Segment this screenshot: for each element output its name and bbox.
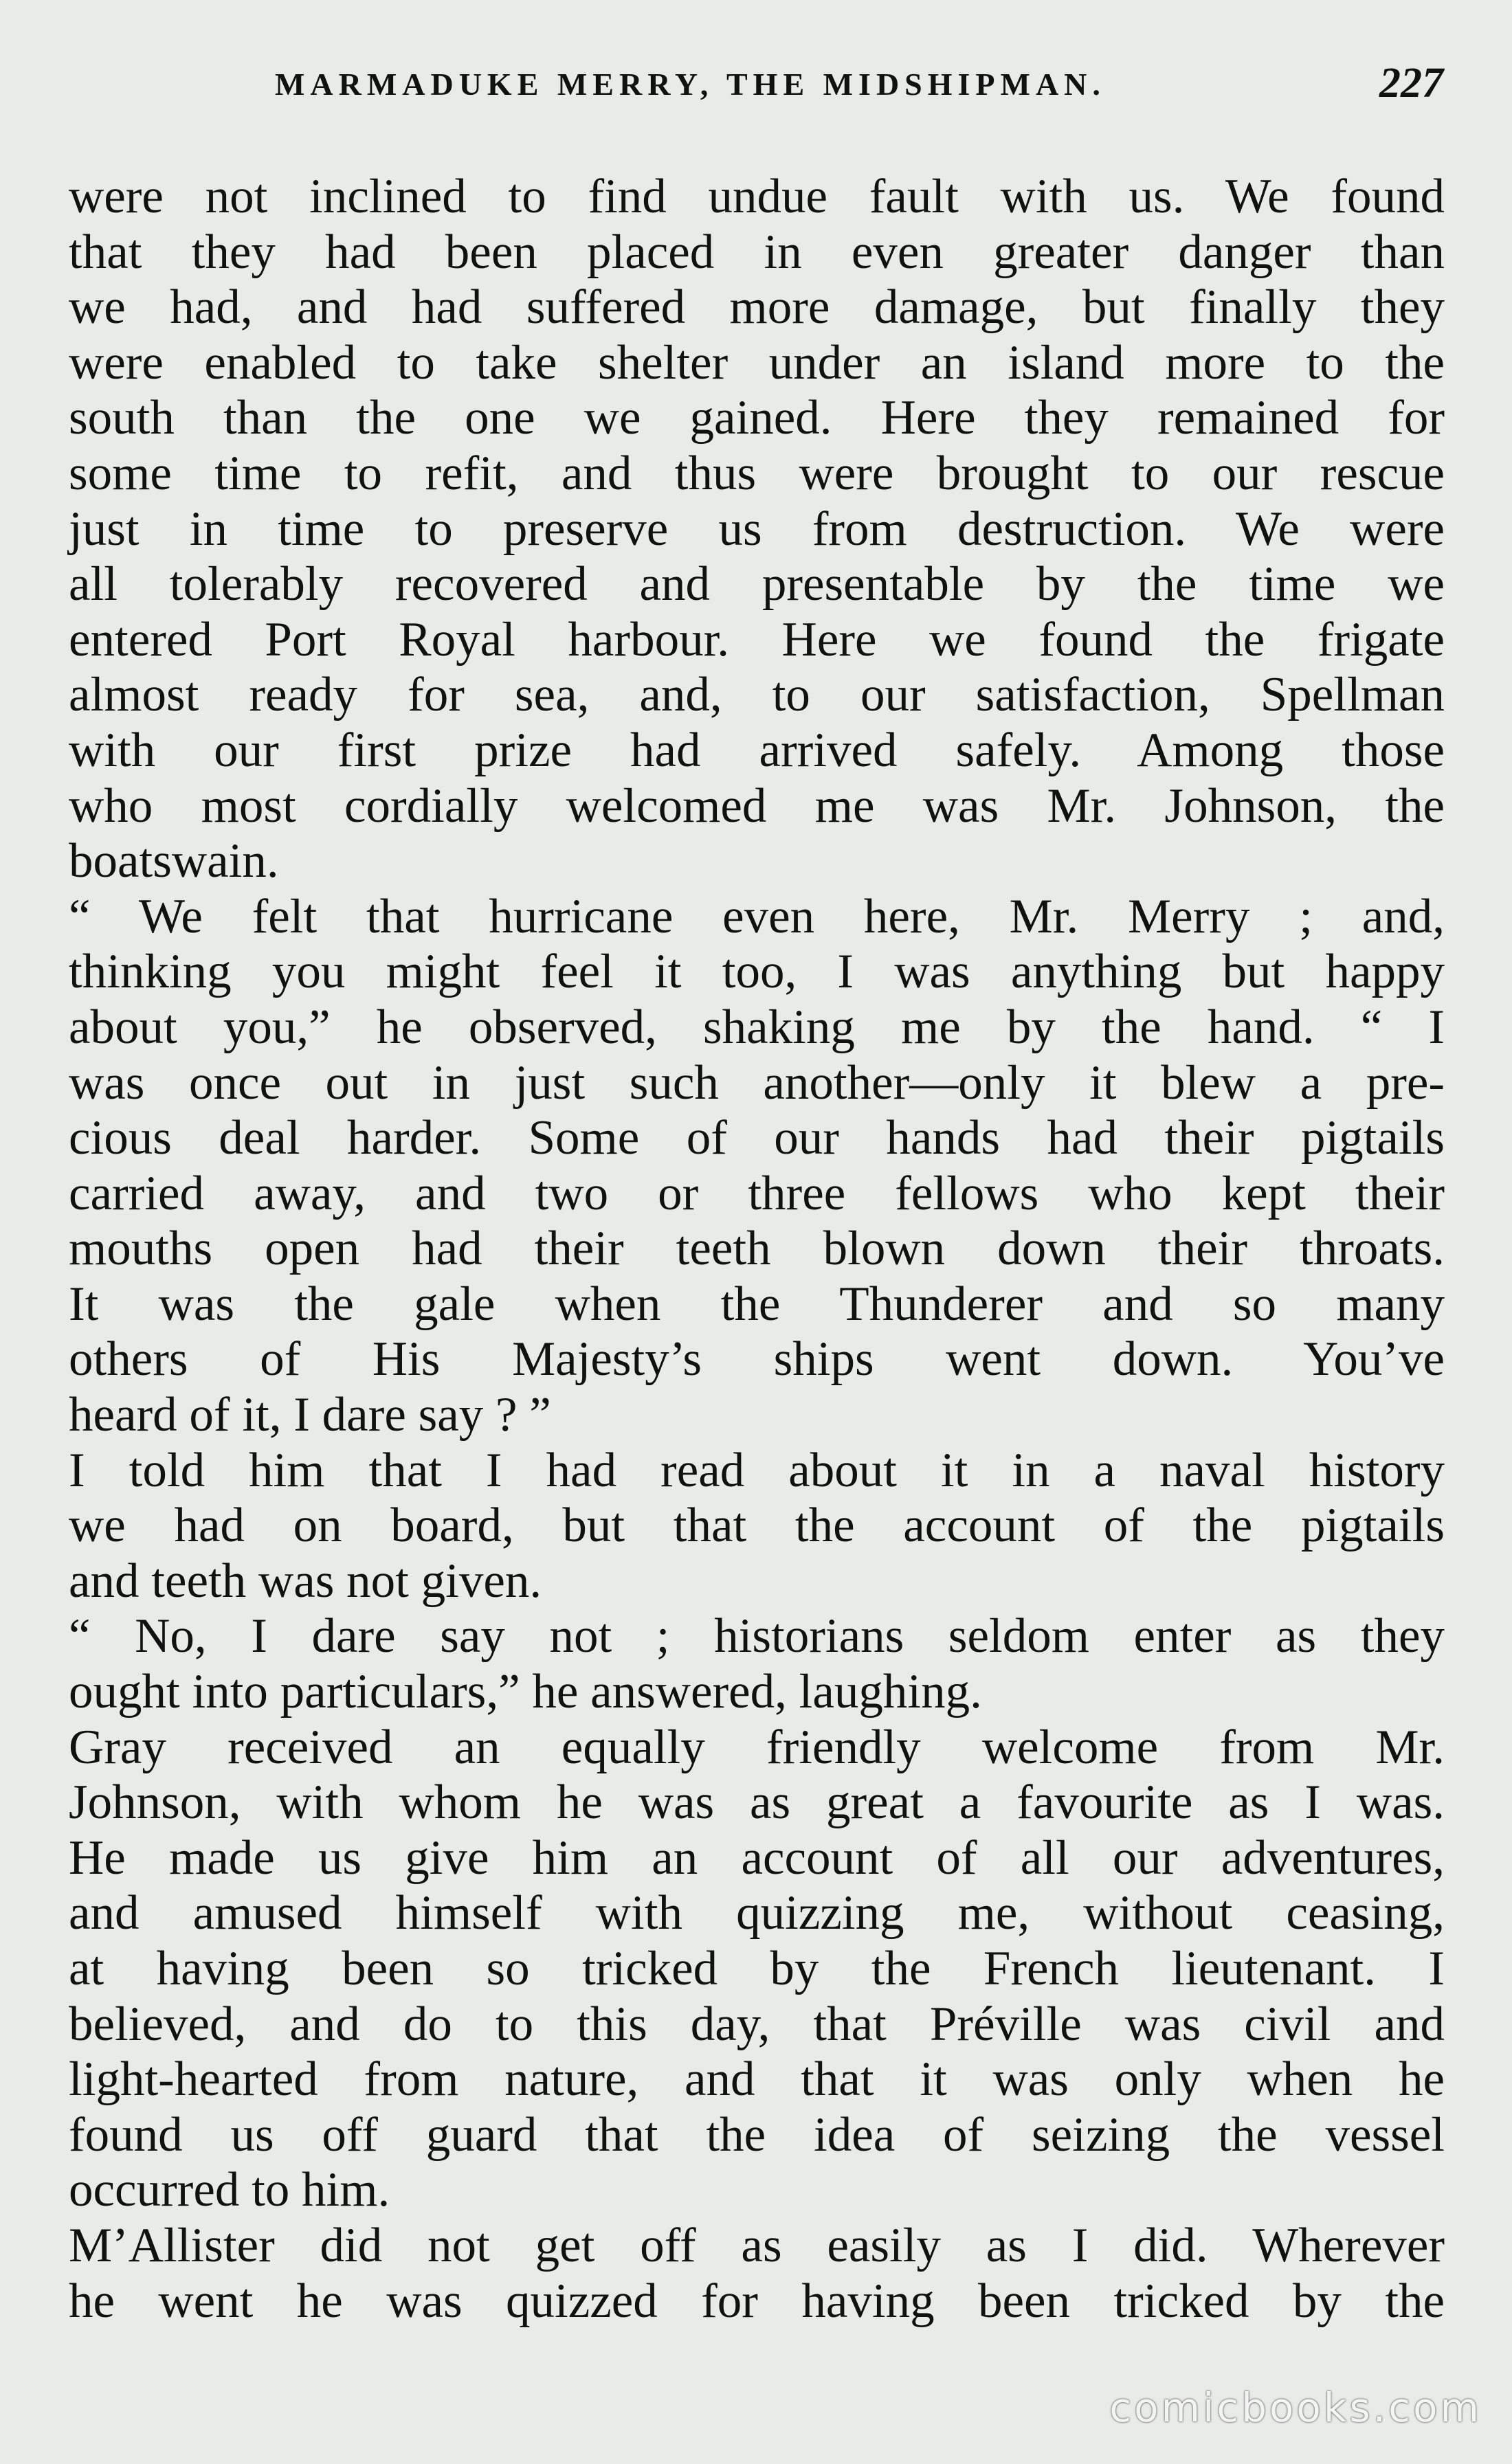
- text-line: south than the one we gained. Here they remained for: [69, 391, 1445, 445]
- body-text: [69, 169, 1445, 2329]
- text-line: “ No, I dare say not ; historians seldom enter as they: [69, 1609, 1445, 1664]
- paragraph: [69, 1609, 1445, 1719]
- text-line: carried away, and two or three fellows who kept their: [69, 1166, 1445, 1220]
- text-line: we had, and had suffered more damage, but finally they: [69, 280, 1445, 335]
- text-line: almost ready for sea, and, to our satisfaction, Spellman: [69, 668, 1445, 722]
- text-line: cious deal harder. Some of our hands had their pigtails: [69, 1111, 1445, 1165]
- text-line: were not inclined to find undue fault with us. We found: [69, 170, 1445, 223]
- text-line: we had on board, but that the account of the pigtails: [69, 1499, 1445, 1553]
- paragraph: [69, 169, 1445, 889]
- text-line: ought into particulars,” he answered, laughing.: [69, 1665, 982, 1719]
- text-line: occurred to him.: [69, 2163, 390, 2217]
- text-line: light-hearted from nature, and that it was only when he: [69, 2052, 1445, 2107]
- text-line: heard of it, I dare say ? ”: [69, 1388, 551, 1442]
- text-line: entered Port Royal harbour. Here we found the frigate: [69, 612, 1445, 667]
- text-line: about you,” he observed, shaking me by the hand. “ I: [69, 1000, 1445, 1054]
- text-line: It was the gale when the Thunderer and so many: [69, 1277, 1445, 1331]
- text-line: others of His Majesty’s ships went down. You’ve: [69, 1332, 1445, 1387]
- text-line: boatswain.: [69, 834, 279, 888]
- text-line: was once out in just such another—only it blew a pre-: [69, 1055, 1445, 1110]
- paragraph: [69, 889, 1445, 1443]
- text-line: were enabled to take shelter under an island more to the: [69, 335, 1445, 390]
- text-line: mouths open had their teeth blown down their throats.: [69, 1222, 1445, 1276]
- text-line: just in time to preserve us from destruction. We were: [69, 502, 1445, 556]
- text-line: and amused himself with quizzing me, without ceasing,: [69, 1886, 1445, 1940]
- text-line: all tolerably recovered and presentable by the time we: [69, 557, 1445, 612]
- text-line: Gray received an equally friendly welcome from Mr.: [69, 1720, 1445, 1774]
- text-line: I told him that I had read about it in a naval history: [69, 1443, 1445, 1497]
- text-line: and teeth was not given.: [69, 1554, 542, 1608]
- text-line: M’Allister did not get off as easily as I did. Wherever: [69, 2218, 1445, 2272]
- text-line: at having been so tricked by the French lieutenant. I: [69, 1942, 1445, 1995]
- text-line: some time to refit, and thus were brought to our rescue: [69, 446, 1445, 500]
- text-line: found us off guard that the idea of seizing the vessel: [69, 2107, 1445, 2162]
- watermark: comicbooks.com: [1109, 2384, 1482, 2431]
- text-line: Johnson, with whom he was as great a favourite as I was.: [69, 1776, 1445, 1830]
- text-line: He made us give him an account of all our adventures,: [69, 1830, 1445, 1885]
- paragraph: [69, 2218, 1445, 2329]
- text-line: with our first prize had arrived safely. Among those: [69, 723, 1445, 777]
- text-line: believed, and do to this day, that Préville was civil and: [69, 1997, 1445, 2051]
- text-line: that they had been placed in even greater danger than: [69, 225, 1445, 279]
- text-line: thinking you might feel it too, I was anything but happy: [69, 945, 1445, 999]
- paragraph: [69, 1443, 1445, 1609]
- text-line: who most cordially welcomed me was Mr. Johnson, the: [69, 779, 1445, 833]
- running-head: MARMADUKE MERRY, THE MIDSHIPMAN.: [275, 67, 1106, 102]
- paragraph: [69, 1720, 1445, 2218]
- text-line: “ We felt that hurricane even here, Mr. Merry ; and,: [69, 889, 1445, 943]
- page-header: [275, 59, 1443, 121]
- text-line: he went he was quizzed for having been tricked by the: [69, 2274, 1445, 2328]
- page-number: 227: [1379, 60, 1443, 107]
